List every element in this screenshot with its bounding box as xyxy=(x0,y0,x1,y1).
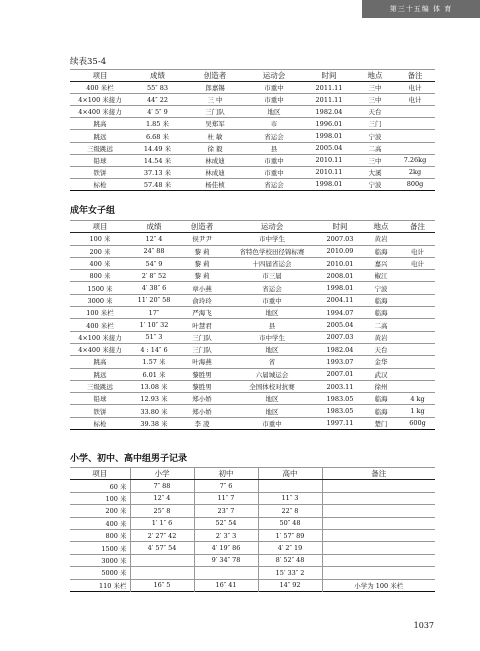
table-cell: 地区 xyxy=(226,393,318,405)
table-cell: 1.57 米 xyxy=(130,356,178,368)
table-cell: 4×400 米接力 xyxy=(70,343,130,355)
table-cell: 省 xyxy=(226,356,318,368)
table-cell: 市重中 xyxy=(226,417,318,429)
table-row xyxy=(70,405,435,417)
table-cell: 2005.04 xyxy=(303,142,355,154)
table-cell xyxy=(400,331,435,343)
table-cell: 4′ 19″ 86 xyxy=(194,542,258,554)
table-cell: 6.01 米 xyxy=(130,368,178,380)
table-cell xyxy=(400,343,435,355)
table-cell xyxy=(395,130,435,142)
table-cell: 县 xyxy=(245,142,303,154)
table-cell: 11″ 3 xyxy=(258,492,322,504)
table-cell: 省特色学校田径锦标赛 xyxy=(226,245,318,257)
table-cell: 1994.07 xyxy=(318,307,362,319)
column-header: 时间 xyxy=(318,221,362,233)
table-cell: 临海 xyxy=(362,245,400,257)
table-cell: 11′ 20″ 58 xyxy=(130,294,178,306)
table-cell: 三级跳远 xyxy=(70,380,130,392)
table-cell: 4′ 38″ 6 xyxy=(130,282,178,294)
table-row xyxy=(70,82,435,94)
column-header: 项目 xyxy=(70,70,130,82)
table-cell: 宁波 xyxy=(355,178,395,190)
table-cell: 4′ 5″ 9 xyxy=(130,106,185,118)
table-cell: 5000 米 xyxy=(70,567,130,579)
table-cell: 2011.11 xyxy=(303,94,355,106)
column-header: 创造者 xyxy=(185,70,245,82)
table-cell: 54″ 9 xyxy=(130,257,178,269)
page-number: 1037 xyxy=(413,621,434,630)
table-cell: 市 xyxy=(245,118,303,130)
table-row xyxy=(70,567,435,579)
table-cell: 1′ 10″ 32 xyxy=(130,319,178,331)
table-cell xyxy=(258,480,322,492)
column-header: 成绩 xyxy=(130,221,178,233)
table-cell: 全国体校对抗赛 xyxy=(226,380,318,392)
column-header: 高中 xyxy=(258,468,322,480)
table-row xyxy=(70,579,435,591)
table-cell: 林成迪 xyxy=(185,154,245,166)
table-cell: 严海飞 xyxy=(178,307,226,319)
table-cell: 市中学生 xyxy=(226,331,318,343)
table-cell xyxy=(400,368,435,380)
table-row xyxy=(70,505,435,517)
table-cell: 2′ 27″ 42 xyxy=(130,529,194,541)
column-header: 运动会 xyxy=(245,70,303,82)
table-cell: 郑小娇 xyxy=(178,405,226,417)
table-row xyxy=(70,257,435,269)
table-cell: 三中 xyxy=(355,154,395,166)
table-row xyxy=(70,517,435,529)
table-row xyxy=(70,343,435,355)
table-cell: 市中学生 xyxy=(226,233,318,245)
table-cell: 宁波 xyxy=(362,282,400,294)
table-cell: 三中 xyxy=(355,94,395,106)
table-cell xyxy=(400,307,435,319)
table-row xyxy=(70,233,435,245)
table-cell: 林成迪 xyxy=(185,166,245,178)
table-cell: 徐 毅 xyxy=(185,142,245,154)
table-cell: 200 米 xyxy=(70,505,130,517)
table-cell: 1983.05 xyxy=(318,405,362,417)
column-header: 小学 xyxy=(130,468,194,480)
table-cell: 三级跳远 xyxy=(70,142,130,154)
table-row xyxy=(70,154,435,166)
table-cell: 省运会 xyxy=(226,282,318,294)
table-cell xyxy=(322,517,435,529)
table-cell: 黎 莉 xyxy=(178,245,226,257)
table-row xyxy=(70,368,435,380)
table-cell: 100 米 xyxy=(70,492,130,504)
table-cell: 天台 xyxy=(355,106,395,118)
table-cell: 吴郑军 xyxy=(185,118,245,130)
column-header: 地点 xyxy=(362,221,400,233)
table-cell: 二高 xyxy=(355,142,395,154)
column-header: 备注 xyxy=(400,221,435,233)
table-cell: 小学为 100 米栏 xyxy=(322,579,435,591)
table-cell: 省运会 xyxy=(245,178,303,190)
table-cell: 7″ 6 xyxy=(194,480,258,492)
table-cell: 临海 xyxy=(362,405,400,417)
table-cell: 黎 莉 xyxy=(178,257,226,269)
table-cell xyxy=(400,282,435,294)
table-cell: 2003.11 xyxy=(318,380,362,392)
table-cell: 11″ 7 xyxy=(194,492,258,504)
running-header: 第三十五编 体 育 xyxy=(362,0,480,18)
table-cell: 14.49 米 xyxy=(130,142,185,154)
table-row xyxy=(70,118,435,130)
table-cell: 二高 xyxy=(362,319,400,331)
table-cell: 2007.03 xyxy=(318,331,362,343)
section-title-school-boys: 小学、初中、高中组男子记录 xyxy=(70,454,188,464)
table-cell: 2010.11 xyxy=(303,154,355,166)
column-header: 备注 xyxy=(322,468,435,480)
table-cell: 2′ 8″ 52 xyxy=(130,270,178,282)
table-cell: 8′ 52″ 48 xyxy=(258,554,322,566)
table-cell: 2′ 3″ 3 xyxy=(194,529,258,541)
table-cell: 4′ 2″ 19 xyxy=(258,542,322,554)
table-cell: 三门队 xyxy=(185,106,245,118)
table-cell: 大溪 xyxy=(355,166,395,178)
table-cell: 六届城运会 xyxy=(226,368,318,380)
table-cell: 侯尹尹 xyxy=(178,233,226,245)
table-cell: 市重中 xyxy=(245,94,303,106)
table-cell: 4′ 57″ 54 xyxy=(130,542,194,554)
table-cell: 黎 莉 xyxy=(178,270,226,282)
table-row xyxy=(70,106,435,118)
table-cell: 2kg xyxy=(395,166,435,178)
table-cell: 市重中 xyxy=(245,154,303,166)
table-cell: 地区 xyxy=(226,405,318,417)
table-cell: 2007.03 xyxy=(318,233,362,245)
table-cell xyxy=(395,118,435,130)
column-header: 初中 xyxy=(194,468,258,480)
table-cell: 1998.01 xyxy=(303,178,355,190)
table-cell: 三门队 xyxy=(178,343,226,355)
table-cell: 400 米 xyxy=(70,257,130,269)
table-cell: 宁波 xyxy=(355,130,395,142)
table-cell: 14″ 92 xyxy=(258,579,322,591)
table-cell: 地区 xyxy=(226,343,318,355)
table-row xyxy=(70,270,435,282)
table-cell: 110 米栏 xyxy=(70,579,130,591)
table-row xyxy=(70,380,435,392)
school-boys-records-table xyxy=(70,467,435,592)
table-cell: 电计 xyxy=(395,82,435,94)
table-cell: 1993.07 xyxy=(318,356,362,368)
table-cell: 55″ 83 xyxy=(130,82,185,94)
table-cell: 郑小娇 xyxy=(178,393,226,405)
table-cell: 1997.11 xyxy=(318,417,362,429)
table-cell xyxy=(395,106,435,118)
table-cell: 铁饼 xyxy=(70,166,130,178)
table-cell xyxy=(400,270,435,282)
table-cell: 黄岩 xyxy=(362,331,400,343)
table-row xyxy=(70,282,435,294)
table-cell xyxy=(400,294,435,306)
table-cell xyxy=(130,567,194,579)
table-cell: 章小燕 xyxy=(178,282,226,294)
table-cell: 2007.01 xyxy=(318,368,362,380)
column-header: 项目 xyxy=(70,468,130,480)
table-cell: 52″ 54 xyxy=(194,517,258,529)
table-cell: 地区 xyxy=(226,307,318,319)
table-cell: 2004.11 xyxy=(318,294,362,306)
column-header: 地点 xyxy=(355,70,395,82)
table-row xyxy=(70,331,435,343)
table-cell: 跳高 xyxy=(70,118,130,130)
table-cell: 铅球 xyxy=(70,393,130,405)
table-cell xyxy=(395,142,435,154)
table-cell: 16″ 41 xyxy=(194,579,258,591)
table-cell: 铅球 xyxy=(70,154,130,166)
table-cell: 44″ 22 xyxy=(130,94,185,106)
table-row xyxy=(70,356,435,368)
column-header: 时间 xyxy=(303,70,355,82)
table-cell: 标枪 xyxy=(70,178,130,190)
table-cell xyxy=(322,529,435,541)
table-cell: 2010.11 xyxy=(303,166,355,178)
table-cell: 1500 米 xyxy=(70,282,130,294)
table-cell xyxy=(322,554,435,566)
table-cell xyxy=(130,554,194,566)
table-row xyxy=(70,480,435,492)
table-cell xyxy=(322,542,435,554)
column-header: 创造者 xyxy=(178,221,226,233)
table-cell: 2005.04 xyxy=(318,319,362,331)
table-cell: 1.85 米 xyxy=(130,118,185,130)
table-cell: 1982.04 xyxy=(318,343,362,355)
column-header: 备注 xyxy=(395,70,435,82)
table-cell: 400 米 xyxy=(70,517,130,529)
column-header: 成绩 xyxy=(130,70,185,82)
table-cell: 标枪 xyxy=(70,417,130,429)
table-cell: 800g xyxy=(395,178,435,190)
table-cell: 黎胜男 xyxy=(178,368,226,380)
table-row xyxy=(70,542,435,554)
table-cell: 1′ 57″ 89 xyxy=(258,529,322,541)
table-cell: 50″ 48 xyxy=(258,517,322,529)
table-cell: 7.26kg xyxy=(395,154,435,166)
table-cell: 临海 xyxy=(362,393,400,405)
table-cell: 十四届省运会 xyxy=(226,257,318,269)
table-cell xyxy=(400,233,435,245)
table-cell: 椒江 xyxy=(362,270,400,282)
table-cell: 三门 xyxy=(355,118,395,130)
table-row xyxy=(70,319,435,331)
table-cell xyxy=(400,319,435,331)
table-cell: 金华 xyxy=(362,356,400,368)
table-cell xyxy=(322,505,435,517)
table-row xyxy=(70,417,435,429)
table-cell: 1998.01 xyxy=(303,130,355,142)
table-cell: 黎胜男 xyxy=(178,380,226,392)
table-cell: 市重中 xyxy=(245,166,303,178)
table-row xyxy=(70,492,435,504)
table-cell: 2011.11 xyxy=(303,82,355,94)
table-cell: 600g xyxy=(400,417,435,429)
table-cell: 4 : 14″ 6 xyxy=(130,343,178,355)
table-cell: 800 米 xyxy=(70,270,130,282)
table-cell: 2010.01 xyxy=(318,257,362,269)
table-cell: 13.08 米 xyxy=(130,380,178,392)
table-row xyxy=(70,554,435,566)
table-cell: 三 中 xyxy=(185,94,245,106)
table-cell: 14.54 米 xyxy=(130,154,185,166)
table-cell: 武汉 xyxy=(362,368,400,380)
table-cell: 1 kg xyxy=(400,405,435,417)
table-cell: 25″ 8 xyxy=(130,505,194,517)
table-cell: 400 米栏 xyxy=(70,319,130,331)
table-cell: 15′ 33″ 2 xyxy=(258,567,322,579)
table-cell: 4 kg xyxy=(400,393,435,405)
table-row xyxy=(70,178,435,190)
table-cell: 市重中 xyxy=(226,294,318,306)
table-cell: 6.68 米 xyxy=(130,130,185,142)
table-cell: 17″ xyxy=(130,307,178,319)
table-cell: 市三届 xyxy=(226,270,318,282)
table-cell: 地区 xyxy=(245,106,303,118)
table-cell: 9′ 34″ 78 xyxy=(194,554,258,566)
table-cell: 电计 xyxy=(400,245,435,257)
table-cell: 1983.05 xyxy=(318,393,362,405)
table-cell: 黄岩 xyxy=(362,233,400,245)
column-header: 项目 xyxy=(70,221,130,233)
table-cell: 12″ 4 xyxy=(130,233,178,245)
table-cell: 市重中 xyxy=(245,82,303,94)
table-cell: 电计 xyxy=(400,257,435,269)
table-cell: 嘉兴 xyxy=(362,257,400,269)
table-cell: 37.13 米 xyxy=(130,166,185,178)
table-cell: 12.93 米 xyxy=(130,393,178,405)
table-cell: 100 米栏 xyxy=(70,307,130,319)
table-cell: 2008.01 xyxy=(318,270,362,282)
table-row xyxy=(70,142,435,154)
table-cell: 杨佳桢 xyxy=(185,178,245,190)
table-cell: 400 米栏 xyxy=(70,82,130,94)
table-cell: 1′ 1″ 6 xyxy=(130,517,194,529)
table-cell: 4×100 米接力 xyxy=(70,94,130,106)
table-cell: 200 米 xyxy=(70,245,130,257)
table-cell: 33.80 米 xyxy=(130,405,178,417)
table-cell xyxy=(322,480,435,492)
table-cell xyxy=(400,356,435,368)
table-cell xyxy=(322,492,435,504)
table-cell: 57.48 米 xyxy=(130,178,185,190)
table-cell: 39.38 米 xyxy=(130,417,178,429)
table-cell: 800 米 xyxy=(70,529,130,541)
table-cell: 县 xyxy=(226,319,318,331)
table-cell: 临海 xyxy=(362,307,400,319)
table-cell: 60 米 xyxy=(70,480,130,492)
table-cell: 3000 米 xyxy=(70,294,130,306)
records-table-continued xyxy=(70,69,435,191)
table-row xyxy=(70,94,435,106)
table-cell: 俞玲玲 xyxy=(178,294,226,306)
table-cell xyxy=(194,567,258,579)
table-cell: 16″ 5 xyxy=(130,579,194,591)
table-cell: 51″ 3 xyxy=(130,331,178,343)
table-cell: 杜 敏 xyxy=(185,130,245,142)
table-row xyxy=(70,307,435,319)
table-cell: 4×100 米接力 xyxy=(70,331,130,343)
table-cell: 7″ 88 xyxy=(130,480,194,492)
table-cell: 1996.01 xyxy=(303,118,355,130)
table-cell: 叶海燕 xyxy=(178,356,226,368)
table-cell: 铁饼 xyxy=(70,405,130,417)
table-caption: 续表35-4 xyxy=(70,57,107,67)
section-title-adult-women: 成年女子组 xyxy=(70,206,116,216)
table-cell: 徐州 xyxy=(362,380,400,392)
table-cell: 跳远 xyxy=(70,130,130,142)
table-cell: 1982.04 xyxy=(303,106,355,118)
table-cell: 三中 xyxy=(355,82,395,94)
table-cell: 1998.01 xyxy=(318,282,362,294)
table-row xyxy=(70,245,435,257)
table-cell: 2010.09 xyxy=(318,245,362,257)
table-cell: 4×400 米接力 xyxy=(70,106,130,118)
table-cell: 省运会 xyxy=(245,130,303,142)
table-cell: 李 凌 xyxy=(178,417,226,429)
table-cell xyxy=(400,380,435,392)
table-cell: 临海 xyxy=(362,294,400,306)
column-header: 运动会 xyxy=(226,221,318,233)
adult-women-records-table xyxy=(70,220,435,430)
table-cell: 12″ 4 xyxy=(130,492,194,504)
table-cell: 楚门 xyxy=(362,417,400,429)
table-row xyxy=(70,294,435,306)
table-cell: 郎嘉锡 xyxy=(185,82,245,94)
table-cell: 三门队 xyxy=(178,331,226,343)
table-row xyxy=(70,529,435,541)
table-cell: 24″ 88 xyxy=(130,245,178,257)
table-cell: 电计 xyxy=(395,94,435,106)
table-cell: 叶慧君 xyxy=(178,319,226,331)
table-row xyxy=(70,166,435,178)
table-cell: 1500 米 xyxy=(70,542,130,554)
table-row xyxy=(70,130,435,142)
table-cell: 23″ 7 xyxy=(194,505,258,517)
table-cell: 22″ 8 xyxy=(258,505,322,517)
table-cell: 100 米 xyxy=(70,233,130,245)
table-cell: 跳远 xyxy=(70,368,130,380)
table-row xyxy=(70,393,435,405)
table-cell xyxy=(322,567,435,579)
table-cell: 天台 xyxy=(362,343,400,355)
table-cell: 跳高 xyxy=(70,356,130,368)
table-cell: 3000 米 xyxy=(70,554,130,566)
